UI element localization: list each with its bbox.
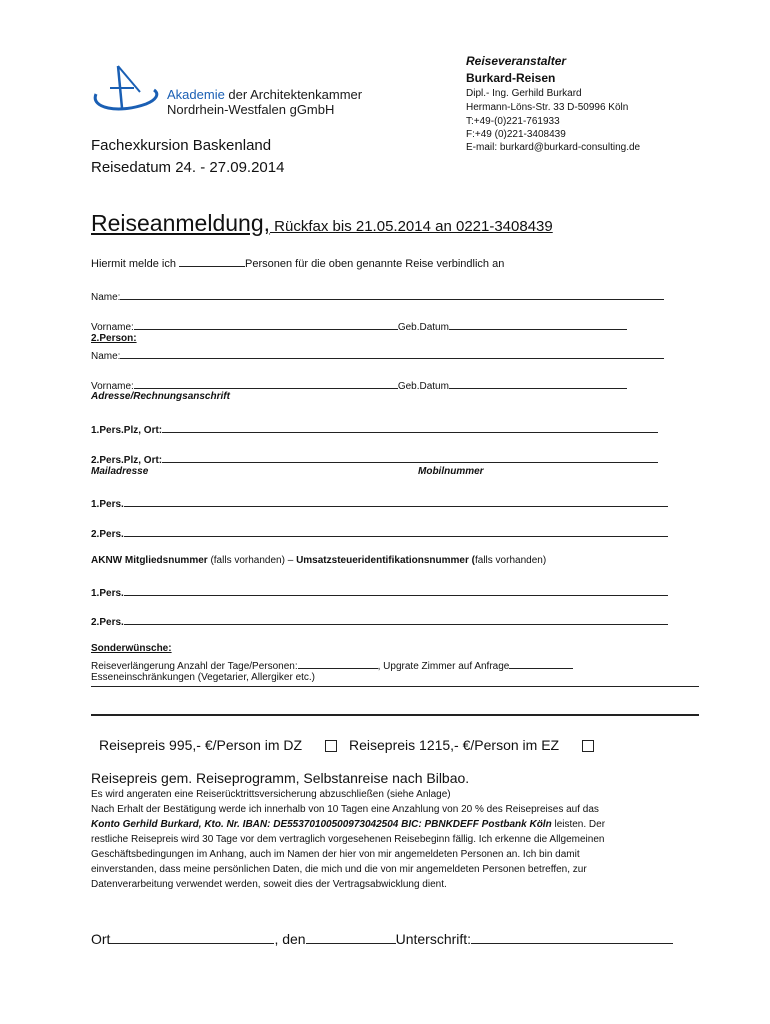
terms-line-3 <box>91 819 605 830</box>
name-field-2[interactable] <box>120 347 664 359</box>
pers1-mail-row <box>91 495 668 510</box>
academy-name-line2: Nordrhein-Westfalen gGmbH <box>167 102 335 117</box>
ust-label: Umsatzsteueridentifikationsnummer ( <box>296 555 475 566</box>
pers2-plz-label: 2.Pers.Plz, Ort: <box>91 455 163 466</box>
pers1-mail-field[interactable] <box>124 495 668 507</box>
name-label: Name: <box>91 292 121 303</box>
diet-underline[interactable] <box>91 686 699 687</box>
aknw-note: (falls vorhanden) – <box>207 555 297 566</box>
name-field-1[interactable] <box>120 288 664 300</box>
diet-label: Esseneinschränkungen (Vegetarier, Allergiker etc.) <box>91 672 316 683</box>
mobile-heading: Mobilnummer <box>418 466 484 477</box>
extension-field[interactable] <box>298 657 378 669</box>
vorname-label-2: Vorname: <box>91 381 134 392</box>
terms-line-6: einverstanden, dass meine persönlichen Daten, die mich und die von mir angemeldeten Personen betreffen, zur <box>91 864 587 875</box>
aknw-heading <box>91 555 546 566</box>
organizer-company: Burkard-Reisen <box>466 71 556 85</box>
terms-line-1: Es wird angeraten eine Reiserücktrittsversicherung abzuschließen (siehe Anlage) <box>91 789 451 800</box>
bank-details: Konto Gerhild Burkard, Kto. Nr. IBAN: DE55370100500973042504 BIC: PBNKDEFF Postbank Köln <box>91 819 552 830</box>
signature-field[interactable] <box>471 929 673 944</box>
extension-label: Reiseverlängerung Anzahl der Tage/Personen: <box>91 661 298 672</box>
pers2-mail-field[interactable] <box>124 525 668 537</box>
pers1-aknw-label: 1.Pers. <box>91 588 124 599</box>
geb-field-2[interactable] <box>449 377 627 389</box>
upgrade-label: , Upgrate Zimmer auf Anfrage <box>377 661 510 672</box>
upgrade-field[interactable] <box>509 657 573 669</box>
organizer-email: E-mail: burkard@burkard-consulting.de <box>466 142 641 153</box>
price-dz-checkbox[interactable] <box>325 740 337 752</box>
organizer-phone: T:+49-(0)221-761933 <box>466 116 560 127</box>
pers1-plz-label: 1.Pers.Plz, Ort: <box>91 425 163 436</box>
intro-after: Personen für die oben genannte Reise verbindlich an <box>245 258 505 270</box>
name-label-2: Name: <box>91 351 121 362</box>
ust-note: falls vorhanden) <box>475 555 547 566</box>
pers2-aknw-label: 2.Pers. <box>91 617 124 628</box>
pers2-mail-label: 2.Pers. <box>91 529 124 540</box>
form-title: Reiseanmeldung, <box>91 210 271 236</box>
pers1-aknw-field[interactable] <box>124 584 668 596</box>
person2-heading: 2.Person: <box>91 333 137 344</box>
price-dz-label: Reisepreis 995,- €/Person im DZ <box>99 737 303 753</box>
price-program: Reisepreis gem. Reiseprogramm, Selbstanreise nach Bilbao. <box>91 770 470 786</box>
organizer-person: Dipl.- Ing. Gerhild Burkard <box>466 88 582 99</box>
aknw-label: AKNW Mitgliedsnummer <box>91 555 208 566</box>
pers2-mail-row <box>91 525 668 540</box>
intro-before: Hiermit melde ich <box>91 258 180 270</box>
organizer-fax: F:+49 (0)221-3408439 <box>466 129 566 140</box>
ort-field[interactable] <box>110 929 274 944</box>
pers1-address-row <box>91 421 658 436</box>
den-label: , den <box>274 931 306 947</box>
geb-field-1[interactable] <box>449 318 627 330</box>
geb-label: Geb.Datum <box>397 322 449 333</box>
trip-title: Fachexkursion Baskenland <box>91 137 272 154</box>
pers1-mail-label: 1.Pers. <box>91 499 124 510</box>
terms-line-5: Geschäftsbedingungen im Anhang, auch im Namen der hier von mir angemeldeten Personen an. Ich bin damit <box>91 849 580 860</box>
mail-heading: Mailadresse <box>91 466 149 477</box>
form-subtitle: Rückfax bis 21.05.2014 an 0221-3408439 <box>270 218 553 235</box>
pers1-address-field[interactable] <box>162 421 658 433</box>
pers2-address-field[interactable] <box>162 451 658 463</box>
vorname-label: Vorname: <box>91 322 134 333</box>
signature-row <box>91 929 673 947</box>
geb-label-2: Geb.Datum <box>397 381 449 392</box>
section-divider <box>91 714 699 716</box>
ort-label: Ort <box>91 931 111 947</box>
academy-name <box>167 87 362 117</box>
pers2-aknw-row <box>91 613 668 628</box>
organizer-heading: Reiseveranstalter <box>466 54 567 68</box>
terms-line-2: Nach Erhalt der Bestätigung werde ich innerhalb von 10 Tagen eine Anzahlung von 20 % des Reisepreises auf das <box>91 804 599 815</box>
vorname-field-2[interactable] <box>134 377 398 389</box>
form-heading <box>91 210 553 237</box>
name-row-2 <box>91 347 664 362</box>
pers2-address-row <box>91 451 658 466</box>
academy-logo-icon <box>88 64 168 120</box>
price-ez-label: Reisepreis 1215,- €/Person im EZ <box>349 737 560 753</box>
address-heading: Adresse/Rechnungsanschrift <box>91 391 230 402</box>
extension-row <box>91 657 573 672</box>
diet-row <box>91 672 315 683</box>
signature-label: Unterschrift: <box>395 931 472 947</box>
terms-line-7: Datenverarbeitung verwendet werden, soweit dies der Vertragsabwicklung dient. <box>91 879 447 890</box>
vorname-field-1[interactable] <box>134 318 398 330</box>
date-field[interactable] <box>306 929 396 944</box>
terms-line-3-rest: leisten. Der <box>551 819 606 830</box>
persons-count-field[interactable] <box>179 255 245 267</box>
terms-line-4: restliche Reisepreis wird 30 Tage vor dem vertraglich vorgesehenen Reisebeginn fällig. Ich erkenne die Allgemeinen <box>91 834 605 845</box>
vorname-row-1 <box>91 318 627 333</box>
vorname-row-2 <box>91 377 627 392</box>
pers2-aknw-field[interactable] <box>124 613 668 625</box>
pers1-aknw-row <box>91 584 668 599</box>
price-ez-checkbox[interactable] <box>582 740 594 752</box>
organizer-street: Hermann-Löns-Str. 33 D-50996 Köln <box>466 102 629 113</box>
trip-date: Reisedatum 24. - 27.09.2014 <box>91 159 285 176</box>
special-heading: Sonderwünsche: <box>91 643 172 654</box>
name-row-1 <box>91 288 664 303</box>
intro-line <box>91 255 504 270</box>
academy-name-blue: Akademie <box>167 87 225 102</box>
academy-name-rest: der Architektenkammer <box>224 87 363 102</box>
